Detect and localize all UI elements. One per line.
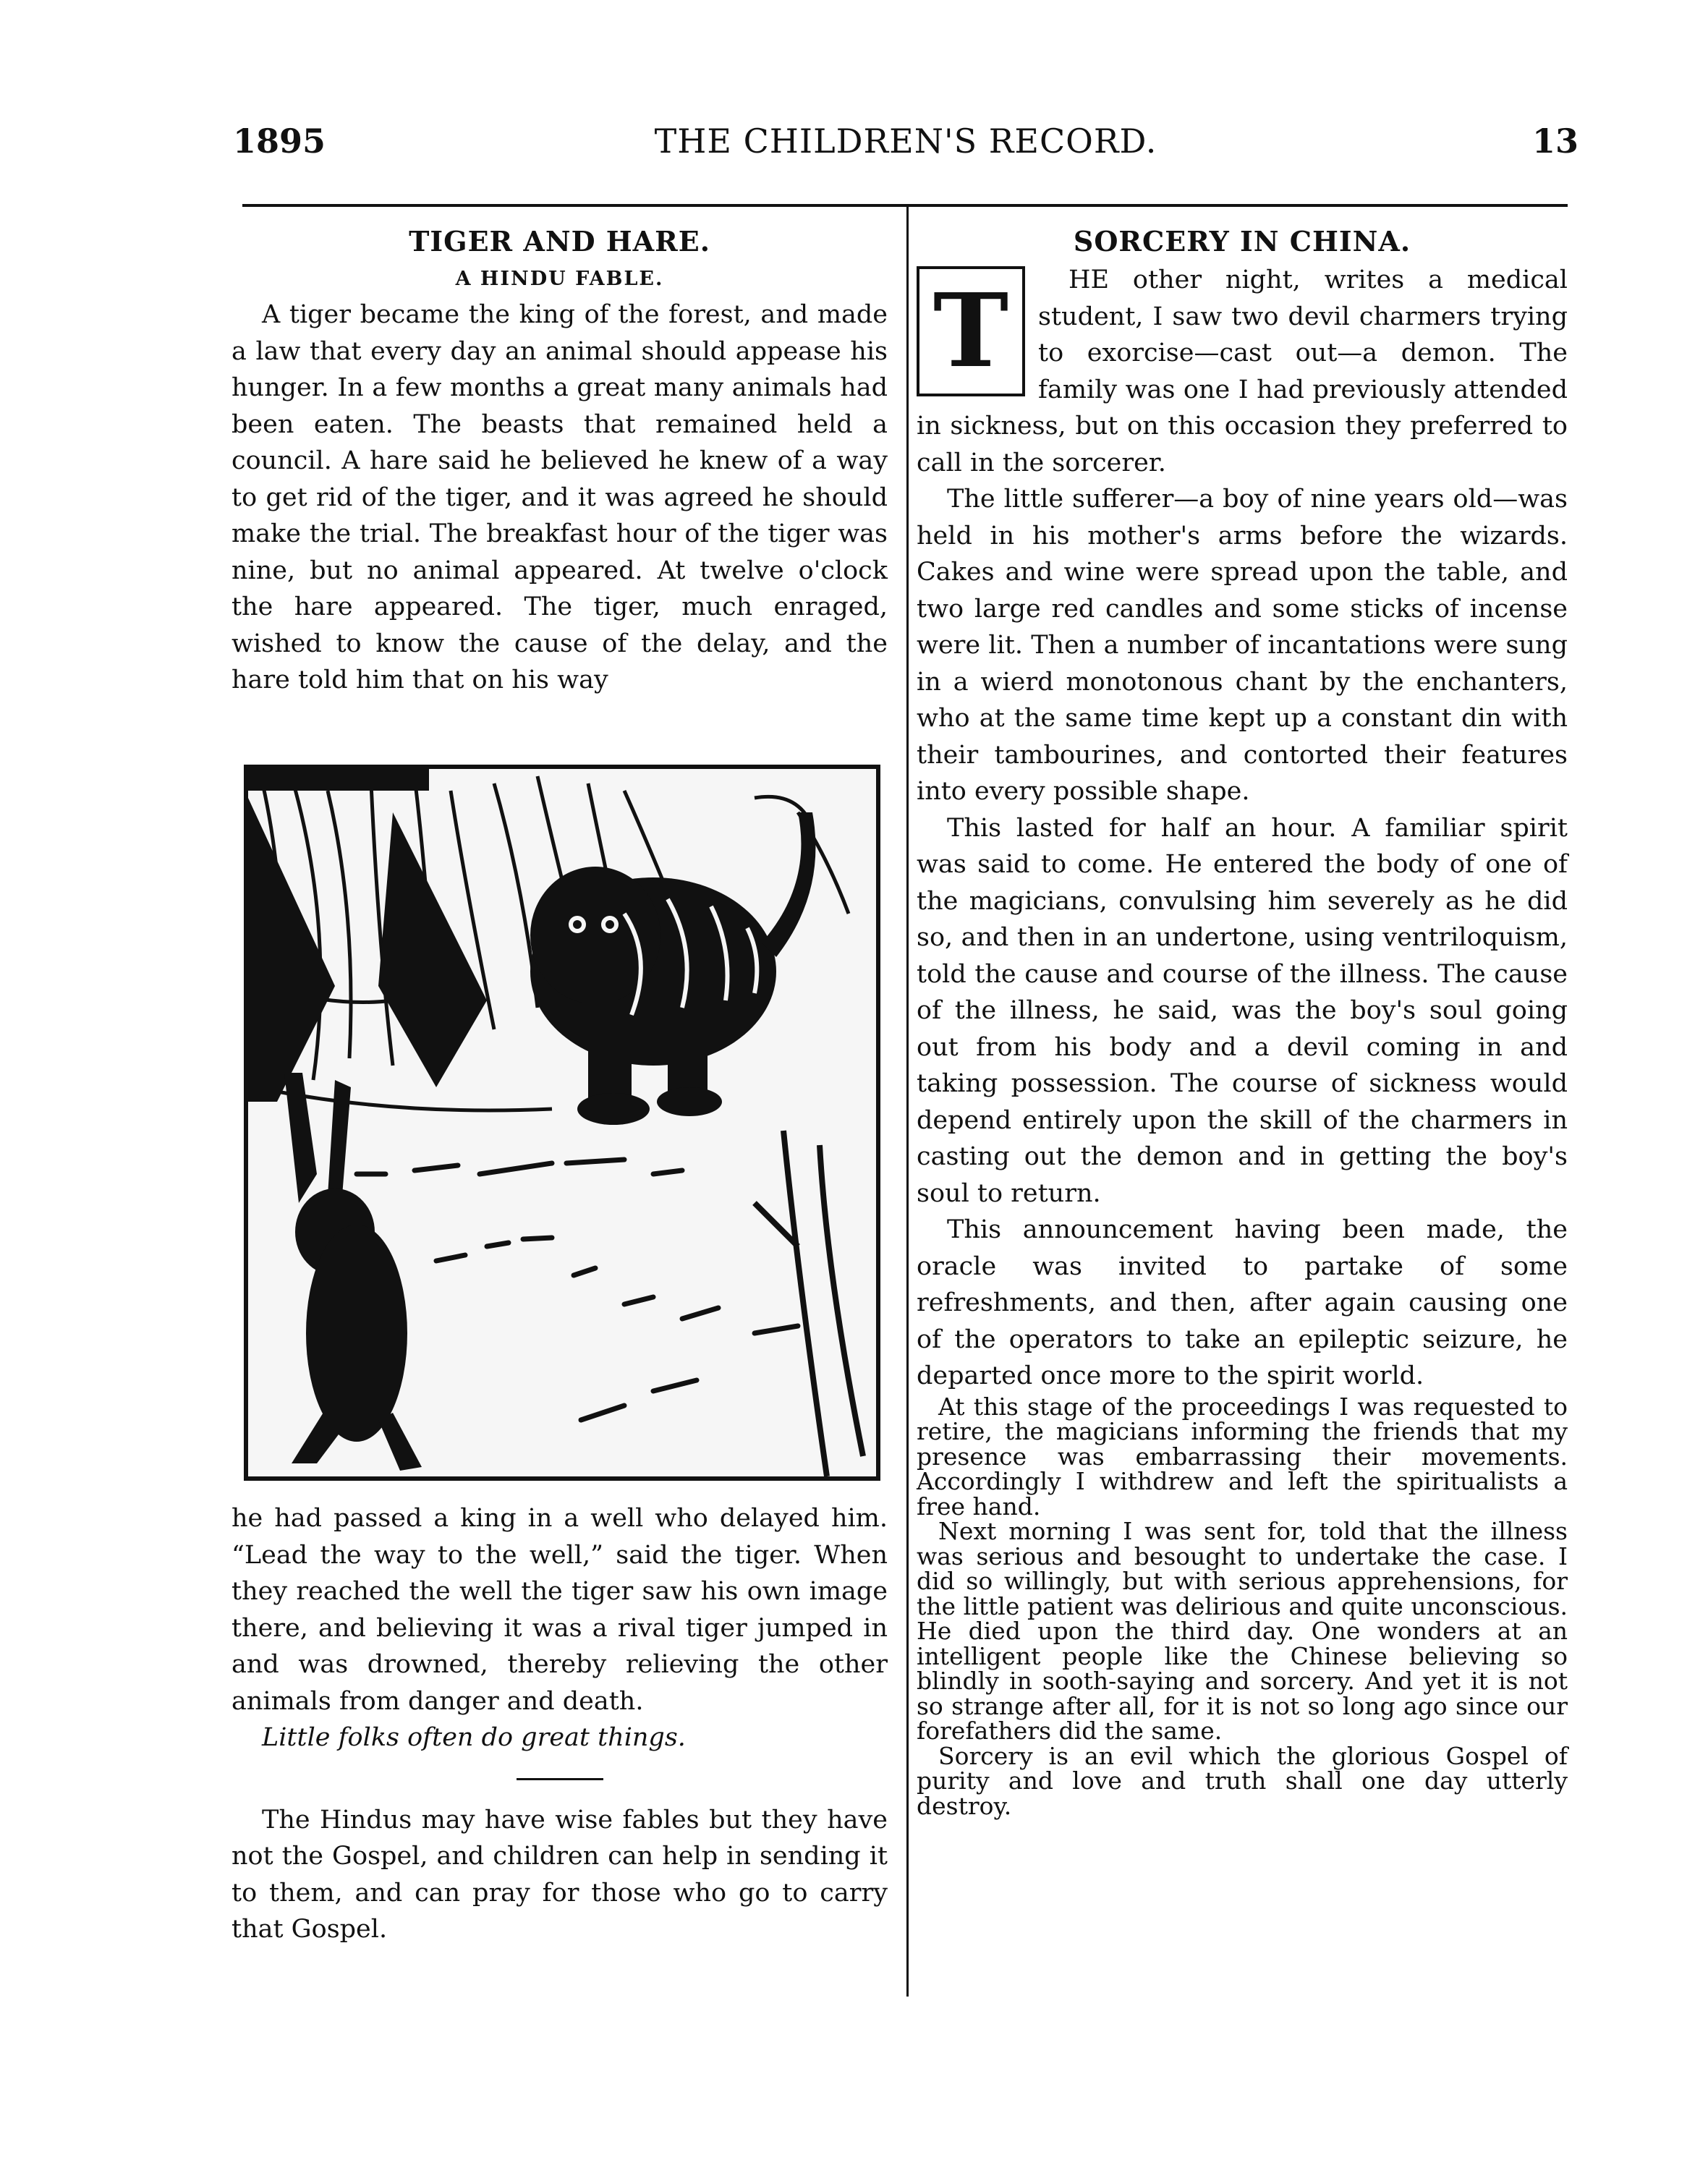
article-title-tiger-and-hare: TIGER AND HARE. xyxy=(409,225,710,258)
header-rule xyxy=(242,204,1568,207)
column-divider xyxy=(906,204,909,1997)
article-moral: Little folks often do great things. xyxy=(262,1723,686,1752)
dropcap-letter: T xyxy=(917,266,1025,396)
article-paragraph: The little sufferer—a boy of nine years old—was held in his mother's arms before the wizards. Cakes and wine were spread upon the table, and two large red candles and some sticks of incense were lit. Then a number of incantations were sung in a wierd monotonous chant by the enchanters, who at the same time kept up a constant din with their tambourines, and contorted their features into every possible shape. xyxy=(917,485,1568,806)
section-rule xyxy=(517,1778,603,1780)
header-title: THE CHILDREN'S RECORD. xyxy=(654,122,1157,161)
article-paragraph: This lasted for half an hour. A familiar spirit was said to come. He entered the body of one of the magicians, convulsing him severely as he did so, and then in an undertone, using ventriloquism, told the cause and course of the illness. The cause of the illness, he said, was the boy's soul going out from his body and a devil coming in and taking possession. The course of sickness would depend entirely upon the skill of the charmers in casting out the demon and in getting the boy's soul to return. xyxy=(917,813,1568,1208)
small-type-section xyxy=(917,1392,1568,1820)
engraving-image xyxy=(248,769,876,1476)
article-paragraph: he had passed a king in a well who delayed him. “Lead the way to the well,” said the tiger. When they reached the well the tiger saw his own image there, and believing it was a rival tiger jumped in and was drowned, thereby relieving the other animals from danger and death. xyxy=(231,1504,888,1716)
tiger-and-hare-illustration xyxy=(244,765,880,1481)
article-paragraph: HE other night, writes a medical student, I saw two devil charmers trying to exorcise—cast out—a demon. The family was one I had previously attended in sickness, but on this occasion they preferred to call in the sorcerer. xyxy=(917,265,1568,477)
left-column-upper xyxy=(231,221,888,699)
page-header xyxy=(233,122,1579,172)
opening-paragraph xyxy=(917,262,1568,481)
header-year: 1895 xyxy=(233,122,326,161)
article-paragraph: This announcement having been made, the oracle was invited to partake of some refreshments, and then, after again causing one of the operators to take an epileptic seizure, he departed once more to the spirit world. xyxy=(917,1215,1568,1390)
right-column xyxy=(917,221,1568,1819)
article-paragraph: The Hindus may have wise fables but they have not the Gospel, and children can help in sending it to them, and can pray for those who go to carry that Gospel. xyxy=(231,1805,888,1944)
article-subtitle: A HINDU FABLE. xyxy=(455,268,664,290)
header-page-number: 13 xyxy=(1531,122,1579,161)
article-paragraph: Next morning I was sent for, told that the illness was serious and besought to undertake the case. I did so willingly, but with serious apprehensions, for the little patient was delirious and quite unconscious. He died upon the third day. One wonders at an intelligent people like the Chinese believing so blindly in sooth-saying and sorcery. And yet it is not so strange after all, for it is not so long ago since our forefathers did the same. xyxy=(917,1517,1568,1745)
article-title-sorcery-in-china: SORCERY IN CHINA. xyxy=(1073,225,1411,258)
article-paragraph: A tiger became the king of the forest, and made a law that every day an animal should appease his hunger. In a few months a great many animals had been eaten. The beasts that remained held a council. A hare said he believed he knew of a way to get rid of the tiger, and it was agreed he should make the trial. The breakfast hour of the tiger was nine, but no animal appeared. At twelve o'clock the hare appeared. The tiger, much enraged, wished to know the cause of the delay, and the hare told him that on his way xyxy=(231,300,888,694)
left-column-lower xyxy=(231,1500,888,1948)
article-paragraph: Sorcery is an evil which the glorious Gospel of purity and love and truth shall one day utterly destroy. xyxy=(917,1741,1568,1820)
article-paragraph: At this stage of the proceedings I was requested to retire, the magicians informing the friends that my presence was embarrassing their movements. Accordingly I withdrew and left the spiritualists a free hand. xyxy=(917,1392,1568,1521)
